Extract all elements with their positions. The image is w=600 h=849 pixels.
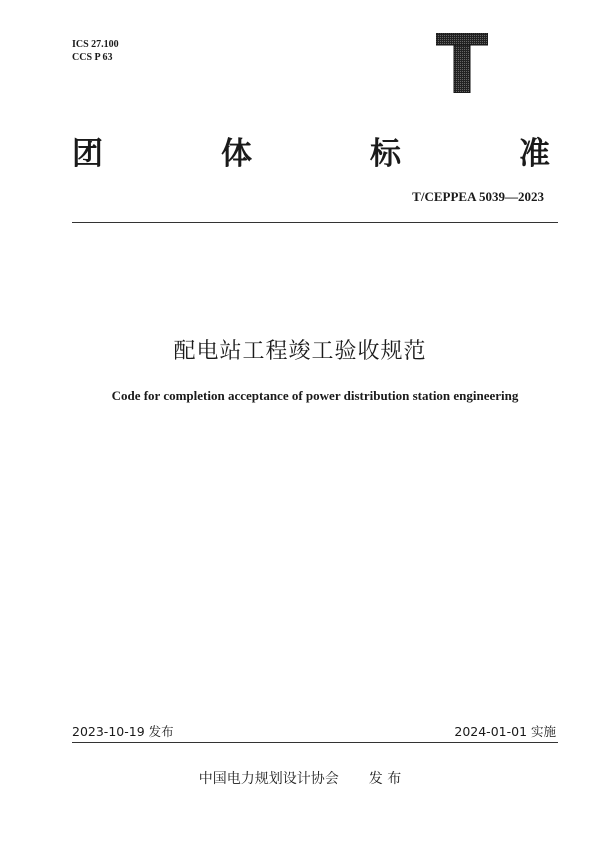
standard-number: T/CEPPEA 5039—2023 [412, 189, 544, 204]
bottom-divider [72, 742, 558, 743]
document-type-heading [72, 128, 550, 173]
doc-type-char: 体 [221, 136, 252, 172]
implementation-date: 2024-01-01 实施 [454, 724, 556, 739]
publisher-action: 发 布 [368, 771, 402, 787]
ics-code: ICS 27.100 [72, 39, 119, 50]
classification-codes [72, 38, 119, 64]
doc-type-char: 团 [72, 136, 103, 172]
english-title: Code for completion acceptance of power distribution station engineering [111, 388, 519, 403]
publisher-name: 中国电力规划设计协会 [198, 771, 339, 787]
doc-type-char: 准 [519, 136, 550, 172]
chinese-title: 配电站工程竣工验收规范 [173, 339, 427, 364]
ccs-code: CCS P 63 [72, 52, 113, 63]
issue-date: 2023-10-19 发布 [72, 724, 174, 739]
group-standard-t-logo [436, 33, 488, 93]
publisher-line [0, 768, 600, 788]
top-divider [72, 222, 558, 223]
doc-type-char: 标 [370, 136, 401, 172]
